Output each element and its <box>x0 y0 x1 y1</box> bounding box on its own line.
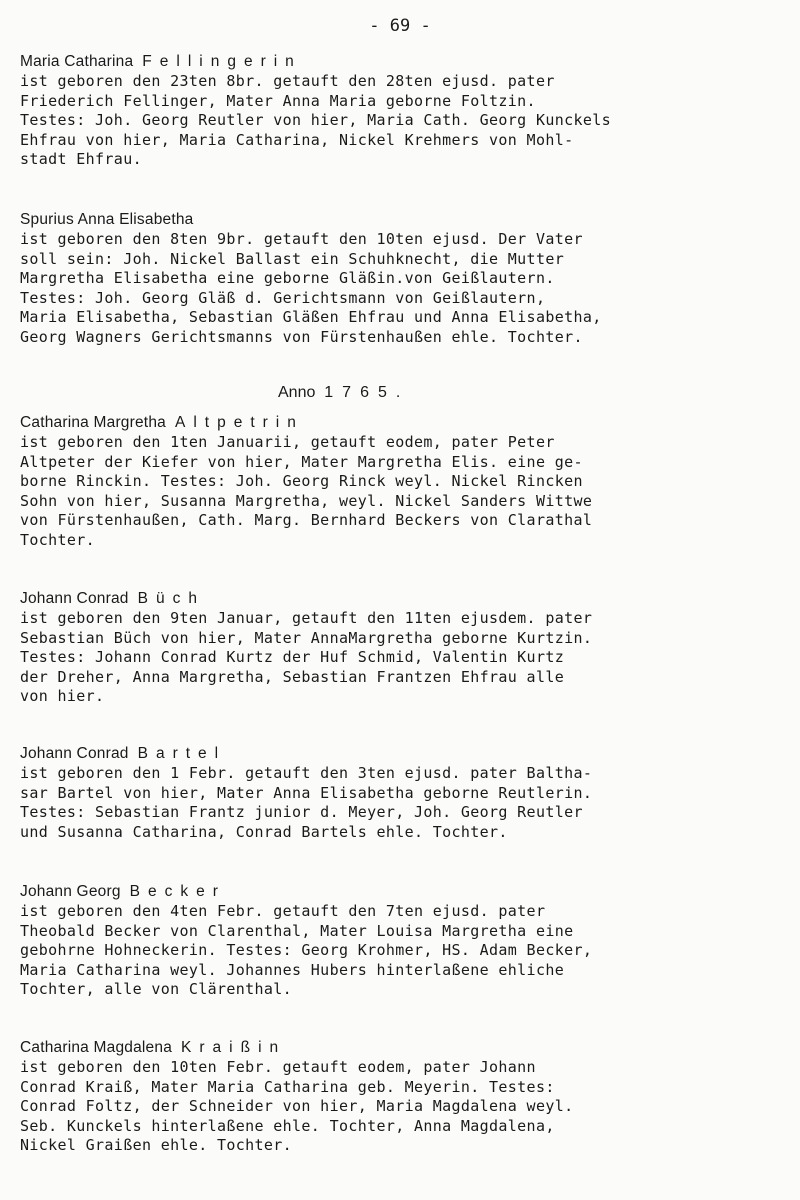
entry-line: der Dreher, Anna Margretha, Sebastian Frantzen Ehfrau alle <box>20 667 565 686</box>
entry-line: Friederich Fellinger, Mater Anna Maria geborne Foltzin. <box>20 91 536 110</box>
entry-name <box>20 413 795 433</box>
year-label: Anno <box>278 384 316 401</box>
entry-line: ist geboren den 1 Febr. getauft den 3ten ejusd. pater Baltha- <box>20 764 593 782</box>
entry-line: Tochter, alle von Clärenthal. <box>20 980 293 998</box>
given-names: Spurius Anna Elisabetha <box>20 211 194 228</box>
surname: Büch <box>137 590 205 607</box>
entry-name <box>20 1038 795 1058</box>
entry-line: Conrad Kraiß, Mater Maria Catharina geb. Meyerin. Testes: <box>20 1077 555 1096</box>
entry-name <box>20 210 795 230</box>
baptism-entry <box>20 1038 795 1156</box>
entry-line: sar Bartel von hier, Mater Anna Elisabetha geborne Reutlerin. <box>20 783 593 802</box>
year-number: 1765 <box>324 384 396 401</box>
entry-line: Sohn von hier, Susanna Margretha, weyl. Nickel Sanders Wittwe <box>20 491 593 510</box>
entry-line: Sebastian Büch von hier, Mater AnnaMargretha geborne Kurtzin. <box>20 628 593 647</box>
given-names: Maria Catharina <box>20 53 134 70</box>
entry-line: Testes: Joh. Georg Gläß d. Gerichtsmann von Geißlautern, <box>20 288 546 307</box>
surname: Becker <box>129 883 226 900</box>
page-number: - 69 - <box>369 16 431 36</box>
surname: Altpetrin <box>174 414 304 431</box>
surname: Fellingerin <box>142 53 302 70</box>
given-names: Johann Conrad <box>20 590 129 607</box>
entry-line: Theobald Becker von Clarenthal, Mater Louisa Margretha eine <box>20 921 574 940</box>
given-names: Catharina Magdalena <box>20 1039 173 1056</box>
entry-name <box>20 52 795 72</box>
baptism-entry <box>20 882 795 1000</box>
entry-line: soll sein: Joh. Nickel Ballast ein Schuhknecht, die Mutter <box>20 249 565 268</box>
baptism-entry <box>20 589 795 707</box>
entry-line: borne Rinckin. Testes: Joh. Georg Rinck weyl. Nickel Rincken <box>20 472 583 490</box>
baptism-entry <box>20 210 795 347</box>
entry-line: und Susanna Catharina, Conrad Bartels ehle. Tochter. <box>20 822 508 841</box>
given-names: Catharina Margretha <box>20 414 166 431</box>
entry-line: Nickel Graißen ehle. Tochter. <box>20 1136 293 1154</box>
entry-line: Ehfrau von hier, Maria Catharina, Nickel Krehmers von Mohl- <box>20 130 574 149</box>
entry-line: Testes: Sebastian Frantz junior d. Meyer, Joh. Georg Reutler <box>20 803 583 821</box>
entry-line: ist geboren den 8ten 9br. getauft den 10ten ejusd. Der Vater <box>20 230 583 248</box>
entry-line: gebohrne Hohneckerin. Testes: Georg Krohmer, HS. Adam Becker, <box>20 941 593 959</box>
entry-line: ist geboren den 1ten Januarii, getauft eodem, pater Peter <box>20 433 555 451</box>
entry-line: ist geboren den 23ten 8br. getauft den 28ten ejusd. pater <box>20 72 555 90</box>
entry-line: Georg Wagners Gerichtsmanns von Fürstenhaußen ehle. Tochter. <box>20 327 583 346</box>
given-names: Johann Conrad <box>20 745 129 762</box>
entry-line: Testes: Joh. Georg Reutler von hier, Maria Cath. Georg Kunckels <box>20 111 611 129</box>
year-heading <box>278 384 400 402</box>
entry-line: Testes: Johann Conrad Kurtz der Huf Schmid, Valentin Kurtz <box>20 648 565 666</box>
year-suffix: . <box>395 384 401 401</box>
entry-line: Altpeter der Kiefer von hier, Mater Margretha Elis. eine ge- <box>20 452 583 471</box>
entry-line: Maria Elisabetha, Sebastian Gläßen Ehfrau und Anna Elisabetha, <box>20 308 602 326</box>
entry-line: Tochter. <box>20 530 96 549</box>
surname: Kraißin <box>181 1039 287 1056</box>
entry-line: von Fürstenhaußen, Cath. Marg. Bernhard Beckers von Clarathal <box>20 511 593 529</box>
surname: Bartel <box>137 745 227 762</box>
baptism-entry <box>20 52 795 170</box>
entry-name <box>20 589 795 609</box>
entry-line: Seb. Kunckels hinterlaßene ehle. Tochter, Anna Magdalena, <box>20 1116 555 1135</box>
entry-line: Margretha Elisabetha eine geborne Gläßin.von Geißlautern. <box>20 269 555 287</box>
entry-line: Maria Catharina weyl. Johannes Hubers hinterlaßene ehliche <box>20 960 565 979</box>
entry-line: von hier. <box>20 687 105 705</box>
entry-line: ist geboren den 10ten Febr. getauft eodem, pater Johann <box>20 1058 536 1076</box>
entry-line: stadt Ehfrau. <box>20 150 142 168</box>
baptism-entry <box>20 413 795 550</box>
entry-line: ist geboren den 4ten Febr. getauft den 7ten ejusd. pater <box>20 902 546 920</box>
entry-line: ist geboren den 9ten Januar, getauft den 11ten ejusdem. pater <box>20 609 593 627</box>
entry-name <box>20 744 795 764</box>
entry-line: Conrad Foltz, der Schneider von hier, Maria Magdalena weyl. <box>20 1097 574 1115</box>
entry-name <box>20 882 795 902</box>
baptism-entry <box>20 744 795 842</box>
given-names: Johann Georg <box>20 883 121 900</box>
